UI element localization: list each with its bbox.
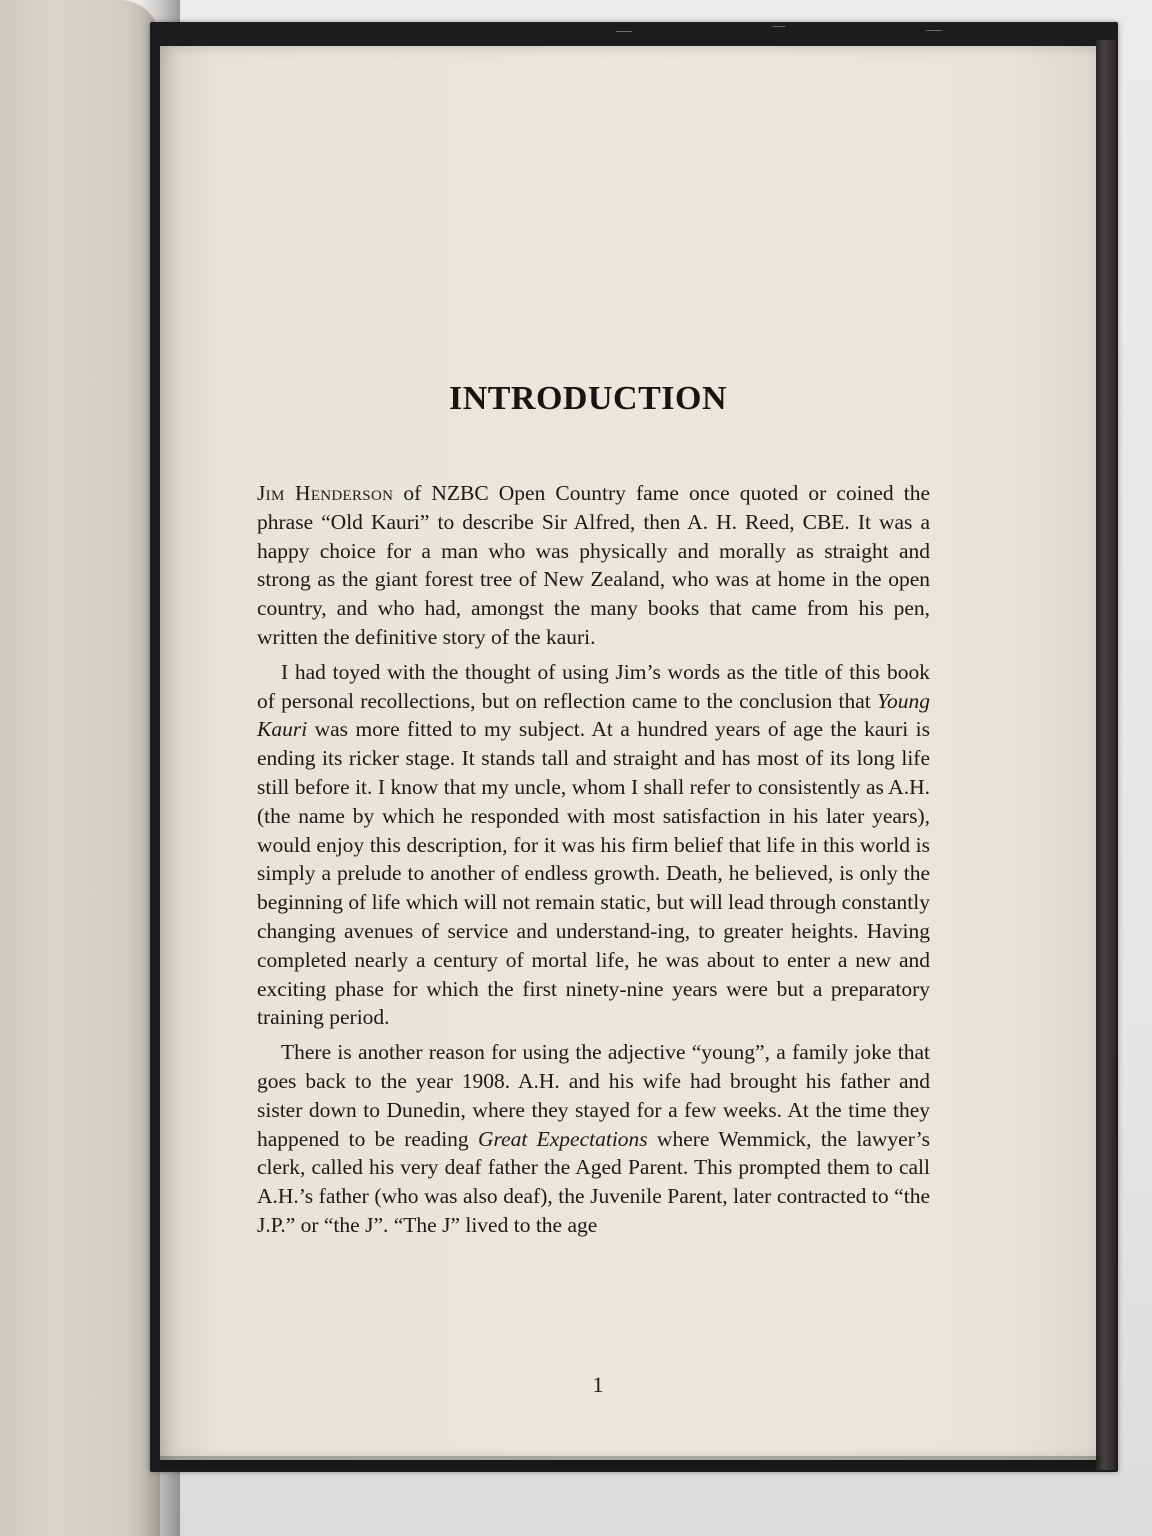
italic-title: Great Expectations: [477, 1126, 648, 1151]
worn-cover-edge: [500, 18, 1120, 40]
lead-small-caps: Jim Henderson: [257, 481, 394, 505]
paragraph: Jim Henderson of NZBC Open Country fame once quoted or coined the phrase “Old Kauri” to describe Sir Alfred, then A. H. Reed, CBE. It was a happy choice for a man who was physically and morally as straight and strong as the giant forest tree of New Zealand, who was at home in the open country, and who had, amongst the many books that came from his pen, written the definitive story of the kauri.: [257, 481, 930, 649]
italic-title: Young Kauri: [257, 688, 930, 742]
paragraph: There is another reason for using the adjective “young”, a family joke that goes back to the year 1908. A.H. and his wife had brought his father and sister down to Dunedin, where they stayed for a few weeks. At the time they happened to be reading Great Expectations where Wemmick, the lawyer’s clerk, called his very deaf father the Aged Parent. This prompted them to call A.H.’s father (who was also deaf), the Juvenile Parent, later contracted to “the J.P.” or “the J”. “The J” lived to the age: [257, 1040, 930, 1237]
paragraph: I had toyed with the thought of using Jim’s words as the title of this book of personal recollections, but on reflection came to the conclusion that Young Kauri was more fitted to my subject. At a hundred years of age the kauri is ending its ricker stage. It stands tall and straight and has most of its long life still before it. I know that my uncle, whom I shall refer to consistently as A.H. (the name by which he responded with most satisfaction in his later years), would enjoy this description, for it was his firm belief that life in this world is simply a prelude to another of endless growth. Death, he believed, is only the beginning of life which will not remain static, but will lead through constantly changing avenues of service and understand-ing, to greater heights. Having completed nearly a century of mortal life, he was about to enter a new and exciting phase for which the first ninety-nine years were but a preparatory training period.: [257, 659, 930, 1030]
facing-page: [0, 0, 160, 1536]
body-text: [257, 479, 930, 1240]
page-shadow: [160, 1456, 1100, 1474]
cover-spine-edge: [1096, 40, 1116, 1470]
chapter-heading: INTRODUCTION: [448, 380, 728, 417]
page-number: 1: [592, 1372, 604, 1397]
